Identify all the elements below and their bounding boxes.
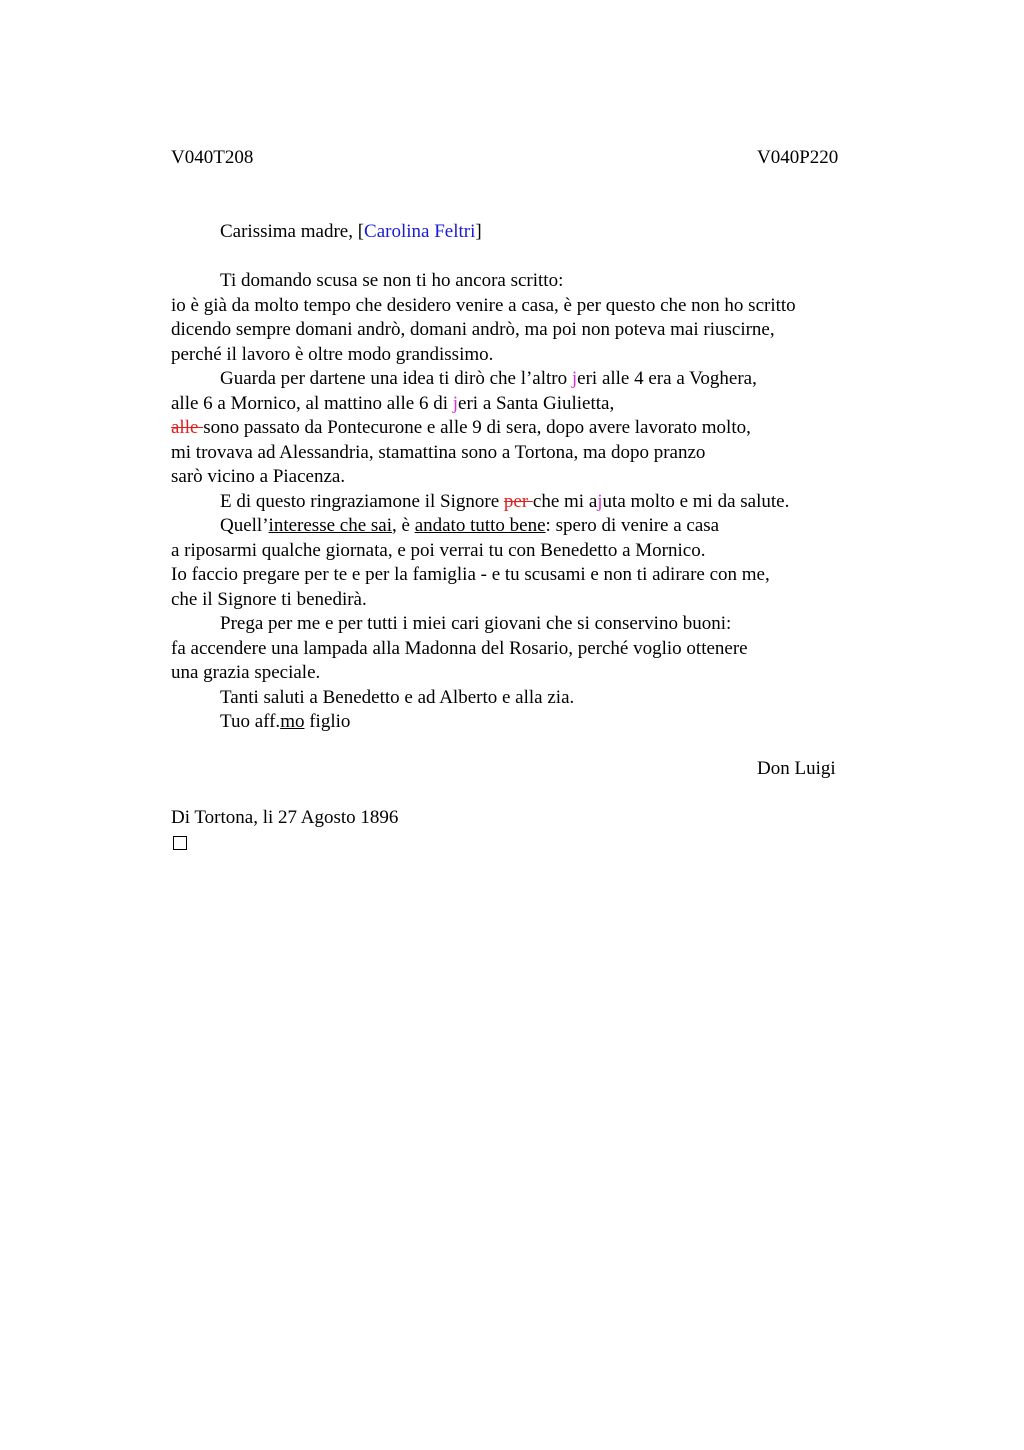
paragraph-2: Guarda per dartene una idea ti dirò che l’altro jeri alle 4 era a Voghera, alle 6 a Mornico, al mattino alle 6 di jeri a Santa Giulietta, alle sono passato da Pontecurone e alle 9 di sera, dopo avere lavorato molto, mi trovava ad Alessandria, stamattina sono a Tortona, ma dopo pranzo sarò vicino a Piacenza.: [171, 368, 757, 487]
editorial-letter: j: [571, 368, 578, 389]
letter-body: [171, 220, 871, 735]
underlined-text: mo: [280, 711, 305, 732]
document-code-right: V040P220: [757, 147, 839, 168]
document-code-left: V040T208: [171, 147, 254, 168]
editorial-letter: j: [597, 490, 603, 512]
underlined-text: interesse che sai: [268, 515, 392, 536]
underlined-text: andato tutto bene: [414, 515, 546, 536]
paragraph-3: E di questo ringraziamone il Signore per che mi ajuta molto e mi da salute.: [220, 490, 790, 512]
closing: Tuo aff.mo figlio: [220, 711, 351, 732]
signature: Don Luigi: [757, 758, 836, 779]
editorial-letter: j: [452, 392, 459, 414]
date-line: Di Tortona, li 27 Agosto 1896: [171, 807, 399, 828]
deleted-text: per: [503, 490, 533, 512]
deleted-text: alle: [171, 417, 204, 438]
salutation: Carissima madre, [Carolina Feltri]: [220, 221, 482, 242]
recipient-name: Carolina Feltri: [364, 221, 476, 242]
checkbox-square-icon: [173, 836, 187, 850]
paragraph-1: Ti domando scusa se non ti ho ancora scritto: io è già da molto tempo che desidero venire a casa, è per questo che non ho scritto dicendo sempre domani andrò, domani andrò, ma poi non poteva mai riuscirne, perché il lavoro è oltre modo grandissimo.: [171, 270, 796, 365]
paragraph-6: Tanti saluti a Benedetto e ad Alberto e alla zia.: [220, 686, 575, 708]
paragraph-4: Quell’interesse che sai, è andato tutto bene: spero di venire a casa a riposarmi qualche giornata, e poi verrai tu con Benedetto a Mornico. Io faccio pregare per te e per la famiglia - e tu scusami e non ti adirare con me, che il Signore ti benedirà.: [171, 515, 770, 610]
paragraph-5: Prega per me e per tutti i miei cari giovani che si conservino buoni: fa accendere una lampada alla Madonna del Rosario, perché voglio ottenere una grazia speciale.: [171, 613, 748, 683]
